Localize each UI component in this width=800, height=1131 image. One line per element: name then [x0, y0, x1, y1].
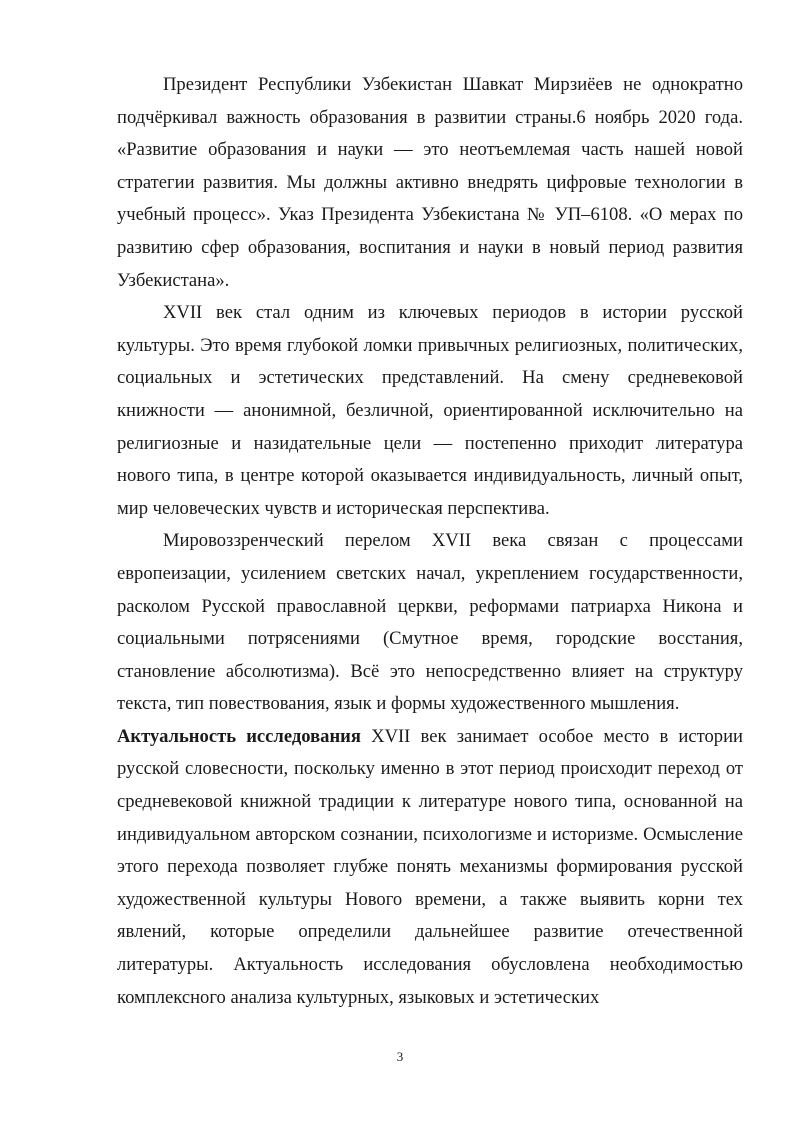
- relevance-text: XVII век занимает особое место в истории русской словесности, поскольку именно в этот период происходит переход от средневековой книжной традиции к литературе нового типа, основанной на индивидуальном авторском сознании, психологизме и историзме. Осмысление этого перехода позволяет глубже понять механизмы формирования русской художественной культуры Нового времени, а также выявить корни тех явлений, которые определили дальнейшее развитие отечественной литературы. Актуальность исследования обусловлена необходимостью комплексного анализа культурных, языковых и эстетических: [117, 725, 744, 1008]
- body-text: [117, 69, 743, 1014]
- paragraph-xvii-century-intro: XVII век стал одним из ключевых периодов в истории русской культуры. Это время глубокой ломки привычных религиозных, политических, социальных и эстетических представлений. На смену средневековой книжности — анонимной, безличной, ориентированной исключительно на религиозные и назидательные цели — постепенно приходит литература нового типа, в центре которой оказывается индивидуальность, личный опыт, мир человеческих чувств и историческая перспектива.: [117, 302, 743, 519]
- paragraph-relevance: [117, 721, 743, 1014]
- paragraph-worldview-shift: Мировоззренческий перелом XVII века связан с процессами европеизации, усилением светских начал, укреплением государственности, расколом Русской православной церкви, реформами патриарха Никона и социальными потрясениями (Смутное время, городские восстания, становление абсолютизма). Всё это непосредственно влияет на структуру текста, тип повествования, язык и формы художественного мышления.: [117, 530, 743, 715]
- relevance-heading: Актуальность исследования: [117, 725, 361, 747]
- page-number: 3: [396, 1049, 404, 1064]
- paragraph-president-quote: Президент Республики Узбекистан Шавкат Мирзиёев не однократно подчёркивал важность образования в развитии страны.6 ноябрь 2020 года. «Развитие образования и науки — это неотъемлемая часть нашей новой стратегии развития. Мы должны активно внедрять цифровые технологии в учебный процесс». Указ Президента Узбекистана № УП–6108. «О мерах по развитию сфер образования, воспитания и науки в новый период развития Узбекистана».: [117, 74, 743, 291]
